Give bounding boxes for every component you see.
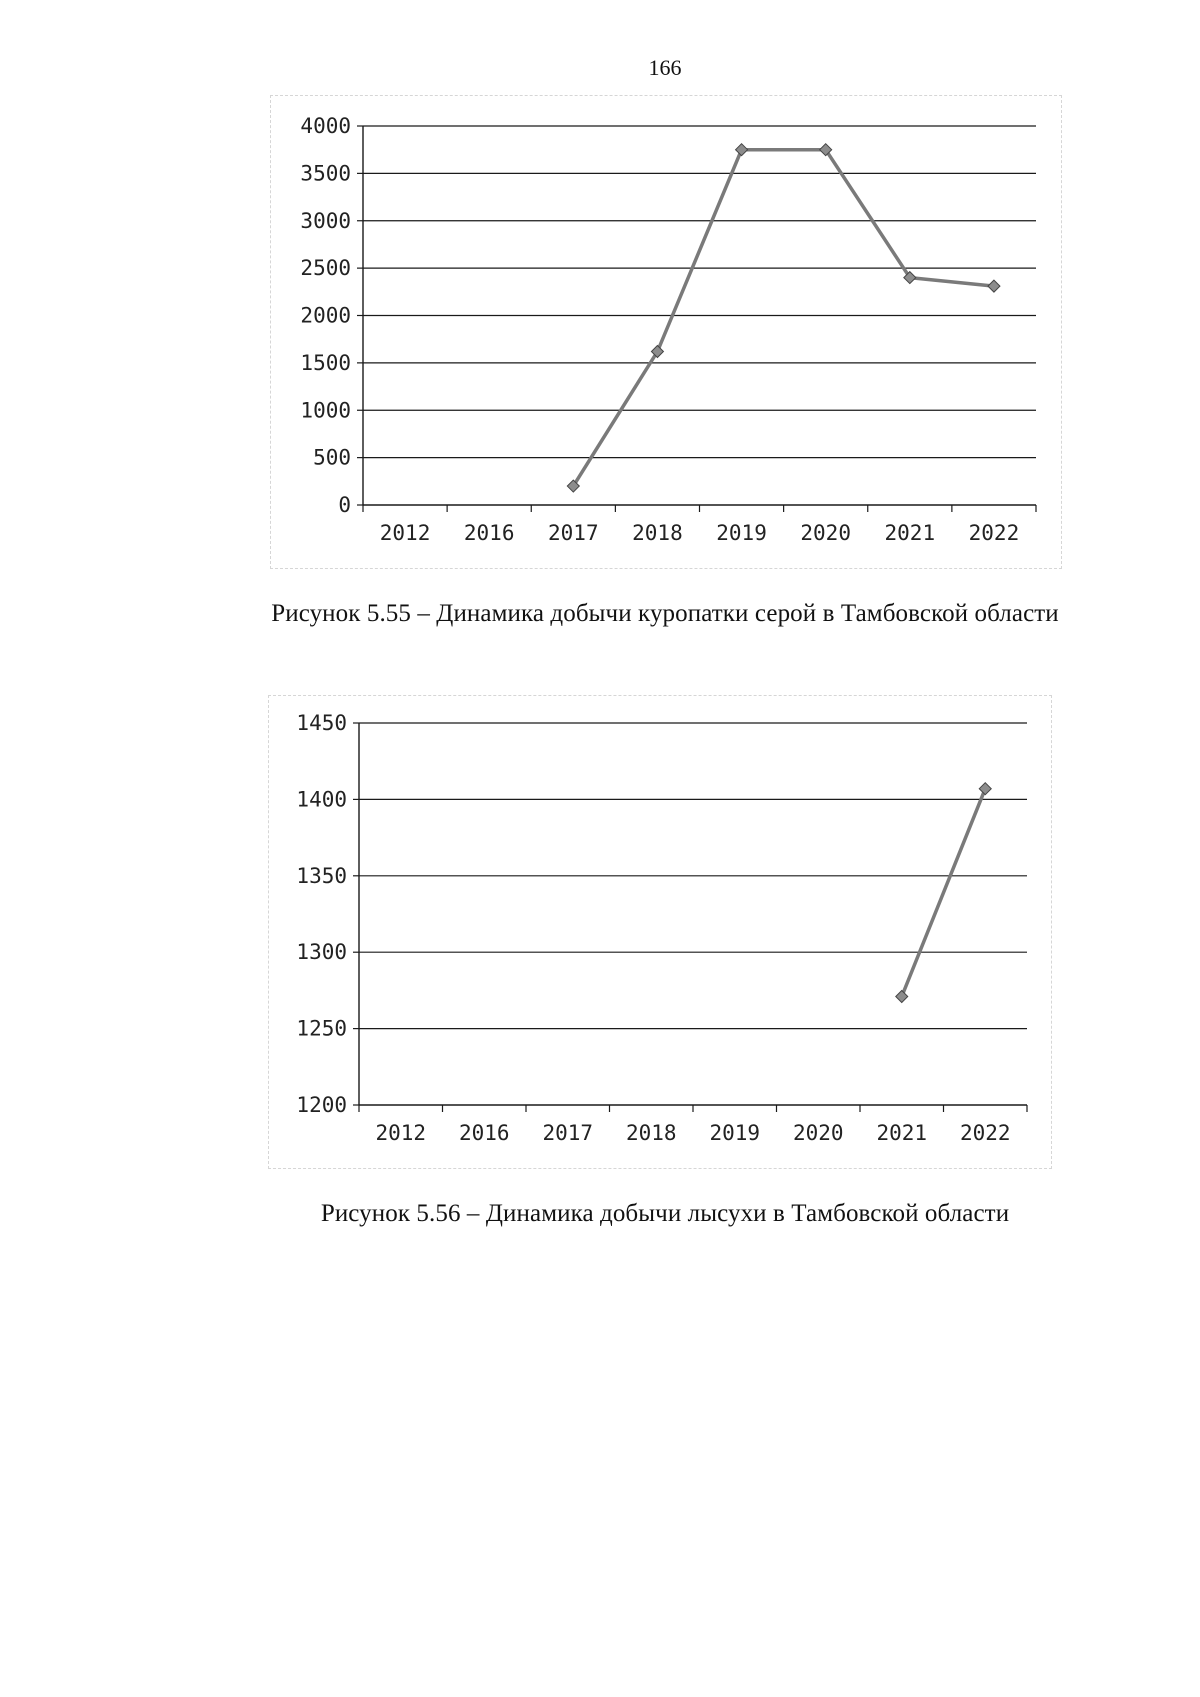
x-tick-label: 2016 [463, 521, 515, 545]
data-point-marker [896, 991, 908, 1003]
chart-partridge-harvest [270, 95, 1062, 569]
x-tick-label: 2022 [968, 521, 1020, 545]
chart-svg [269, 696, 1051, 1168]
figure-caption: Рисунок 5.56 – Динамика добычи лысухи в Тамбовской области [320, 1200, 1010, 1227]
y-tick-label: 1300 [296, 940, 347, 965]
figure-caption: Рисунок 5.55 – Динамика добычи куропатки серой в Тамбовской области [271, 600, 1059, 627]
y-tick-label: 500 [313, 445, 351, 470]
x-tick-label: 2019 [716, 521, 767, 545]
y-tick-label: 1500 [300, 350, 351, 375]
x-tick-label: 2012 [375, 1121, 427, 1145]
y-tick-label: 3000 [300, 208, 351, 233]
y-tick-label: 1400 [296, 787, 347, 812]
x-tick-label: 2019 [709, 1121, 761, 1145]
data-point-marker [979, 783, 991, 795]
x-tick-label: 2018 [625, 1121, 677, 1145]
y-tick-label: 2500 [300, 256, 351, 281]
page-number: 166 [648, 55, 682, 80]
y-tick-label: 3500 [300, 161, 351, 186]
y-tick-label: 1450 [296, 711, 347, 735]
x-tick-label: 2020 [800, 521, 851, 545]
chart-svg [271, 96, 1061, 568]
y-tick-label: 1250 [296, 1016, 347, 1041]
data-point-marker [736, 144, 748, 156]
y-tick-label: 1350 [296, 863, 347, 888]
y-tick-label: 1000 [300, 398, 351, 423]
x-tick-label: 2022 [959, 1121, 1011, 1145]
series-line [573, 150, 994, 486]
x-tick-label: 2012 [379, 521, 431, 545]
x-tick-label: 2016 [458, 1121, 510, 1145]
y-tick-label: 2000 [300, 303, 351, 328]
x-tick-label: 2018 [632, 521, 683, 545]
chart-coot-harvest [268, 695, 1052, 1169]
x-tick-label: 2017 [542, 1121, 594, 1145]
y-tick-label: 4000 [300, 114, 351, 138]
series-line [902, 789, 986, 997]
y-tick-label: 0 [338, 493, 351, 517]
x-tick-label: 2020 [792, 1121, 844, 1145]
y-tick-label: 1200 [296, 1093, 347, 1117]
x-tick-label: 2021 [876, 1121, 928, 1145]
x-tick-label: 2017 [548, 521, 599, 545]
data-point-marker [988, 280, 1000, 292]
x-tick-label: 2021 [884, 521, 936, 545]
